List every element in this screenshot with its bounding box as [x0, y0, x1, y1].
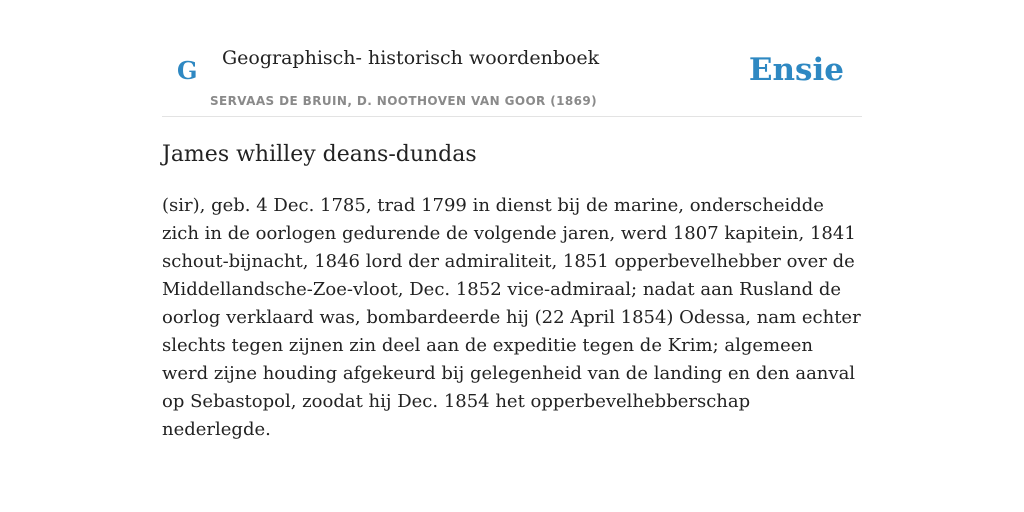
entry-body: (sir), geb. 4 Dec. 1785, trad 1799 in dienst bij de marine, onderscheidde zich in de oorlogen gedurende de volgende jaren, werd 1807 kapitein, 1841 schout-bijnacht, 1846 lord der admiraliteit, 1851 opperbevelhebber over de Middellandsche-Zoe-vloot, Dec. 1852 vice-admiraal; nadat aan Rusland de oorlog verklaard was, bombardeerde hij (22 April 1854) Odessa, nam echter slechts tegen zijnen zin deel aan de expeditie tegen de Krim; algemeen werd zijne houding afgekeurd bij gelegenheid van de landing en den aanval op Sebastopol, zoodat hij Dec. 1854 het opperbevelhebberschap nederlegde. [162, 195, 861, 440]
ensie-logo[interactable]: Ensie [748, 52, 844, 88]
book-title[interactable]: Geographisch- historisch woordenboek [222, 47, 600, 69]
entry-title: James whilley deans-dundas [162, 142, 477, 167]
book-author: SERVAAS DE BRUIN, D. NOOTHOVEN VAN GOOR (1869) [210, 94, 598, 108]
header [162, 0, 862, 117]
book-letter-badge[interactable]: G [177, 56, 198, 85]
